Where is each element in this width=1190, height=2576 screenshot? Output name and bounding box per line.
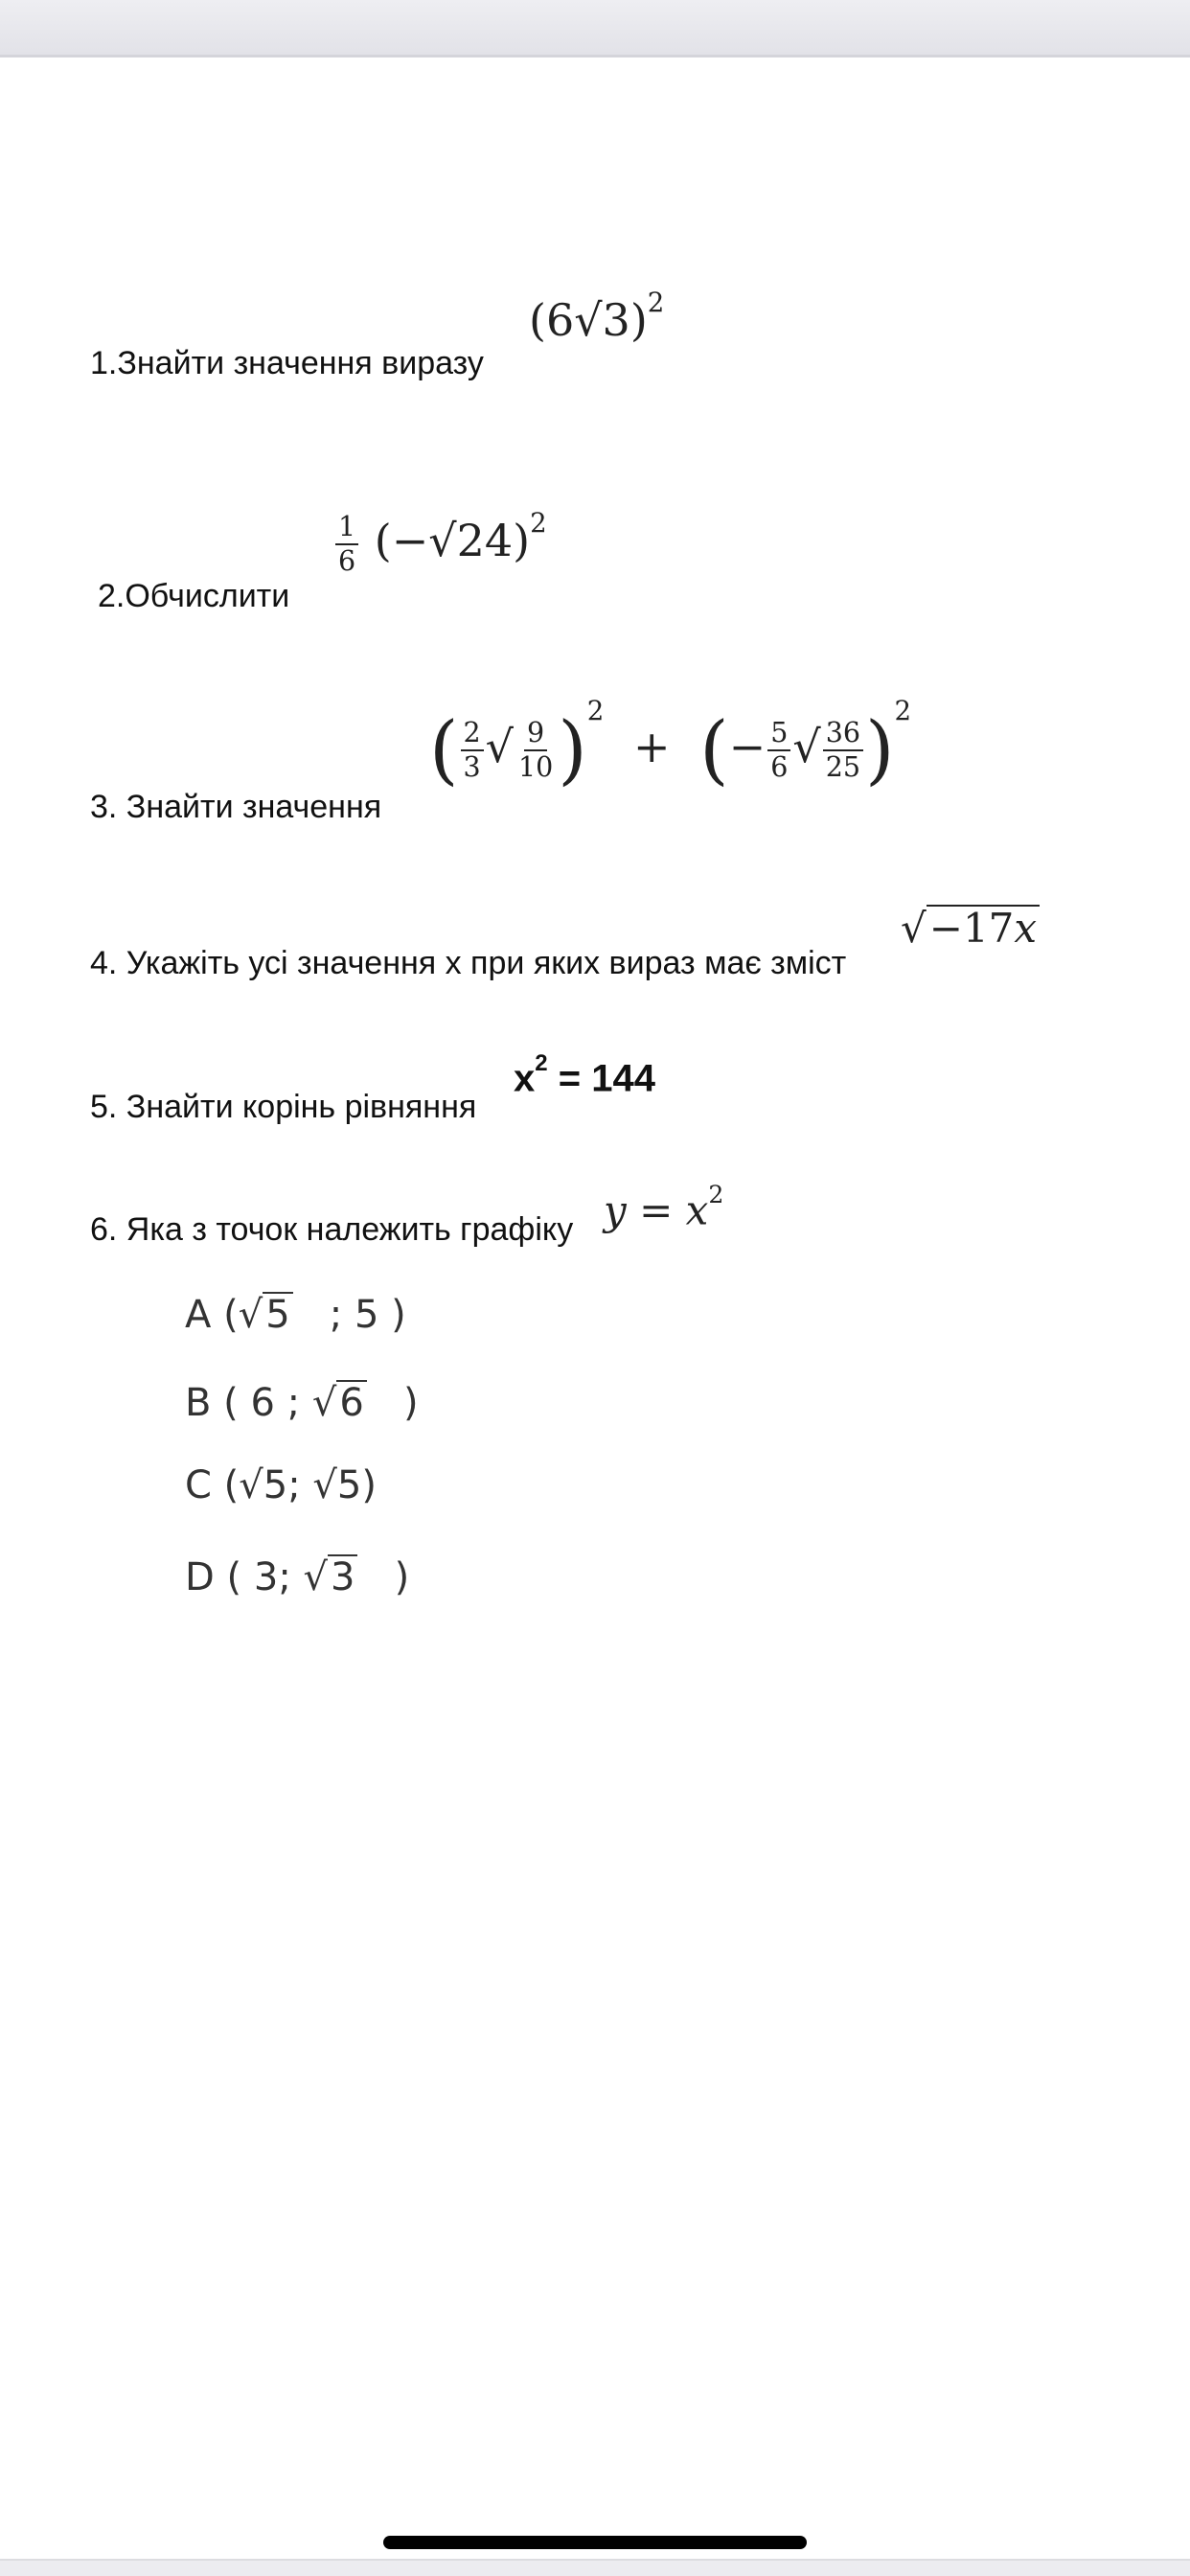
option-b-close: ) — [366, 1381, 419, 1425]
option-d — [185, 1554, 409, 1597]
option-b-first: 6 — [250, 1381, 275, 1425]
question-4-expression — [901, 905, 1040, 952]
q1-radical-sign: √ — [574, 293, 603, 346]
option-d-letter: D — [185, 1555, 215, 1599]
option-c-radical-2: √ — [312, 1463, 337, 1507]
q3-term1-fraction — [461, 719, 484, 782]
option-d-radical: √ — [303, 1555, 329, 1599]
option-c-radicand-2: 5 — [336, 1463, 362, 1507]
q1-prefix: (6 — [529, 293, 575, 346]
option-b-radicand: 6 — [336, 1380, 366, 1422]
q3-term1-radical: √ — [485, 721, 514, 773]
q4-radical-sign: √ — [901, 905, 927, 952]
option-c-open: ( — [211, 1463, 240, 1507]
question-3-label: 3. Знайти значення — [90, 789, 382, 825]
q6-lhs: y — [604, 1186, 627, 1234]
option-a-letter: A — [185, 1293, 212, 1337]
option-d-sep: ; — [278, 1555, 304, 1599]
q6-base: x — [685, 1186, 709, 1234]
q6-eq: = — [626, 1186, 686, 1234]
q2-power: 2 — [530, 507, 547, 539]
option-b-open: ( — [211, 1381, 251, 1425]
question-2-label: 2.Обчислити — [98, 578, 290, 614]
q3-term2-rad-den: 25 — [825, 751, 860, 784]
question-1-expression — [529, 287, 665, 346]
q3-term1-num: 2 — [461, 719, 484, 751]
q2-open: (− — [374, 514, 429, 566]
q3-term1-den: 3 — [463, 751, 481, 784]
q3-term1-close: ) — [558, 706, 587, 794]
q2-numerator: 1 — [335, 513, 358, 545]
q3-term1-rad-den: 10 — [517, 751, 554, 784]
option-c-radical-1: √ — [239, 1463, 263, 1507]
option-a-close: ) — [378, 1293, 406, 1337]
q3-term1-open: ( — [429, 706, 459, 794]
q3-operator: + — [632, 721, 671, 773]
q2-denominator: 6 — [338, 544, 356, 577]
option-b-radical: √ — [311, 1381, 337, 1425]
option-a-second: 5 — [355, 1293, 379, 1337]
q3-term1-power: 2 — [586, 695, 605, 726]
q6-power: 2 — [708, 1181, 724, 1208]
q3-term2-power: 2 — [894, 695, 912, 726]
q3-term2-close: ) — [864, 706, 895, 794]
q4-radicand-var: x — [1014, 905, 1038, 952]
option-a-open: ( — [211, 1293, 239, 1337]
option-a-sep: ; — [292, 1293, 355, 1337]
q3-term2-rad-num: 36 — [823, 719, 863, 751]
option-b-letter: B — [185, 1381, 212, 1425]
q2-fraction — [335, 510, 358, 577]
question-6-expression — [604, 1181, 724, 1234]
question-6-label: 6. Яка з точок належить графіку — [90, 1211, 574, 1248]
option-c-radicand-1: 5 — [263, 1463, 288, 1507]
q3-term2-radical: √ — [792, 721, 821, 773]
option-d-close: ) — [357, 1555, 410, 1599]
q1-radicand: 3 — [602, 293, 630, 346]
q1-suffix: ) — [629, 293, 648, 346]
question-4-label: 4. Укажіть усі значення х при яких вираз має зміст — [90, 945, 847, 981]
option-d-open: ( — [214, 1555, 254, 1599]
top-bar — [0, 0, 1190, 58]
question-1-label: 1.Знайти значення виразу — [90, 345, 484, 381]
q3-term2-radicand — [823, 719, 863, 782]
option-a — [185, 1292, 406, 1337]
q4-radicand — [927, 905, 1040, 952]
option-c-close: ) — [361, 1463, 377, 1507]
option-a-radical: √ — [238, 1293, 263, 1337]
option-c — [185, 1463, 377, 1507]
q3-term2-open: ( — [699, 706, 729, 794]
q1-power: 2 — [647, 287, 665, 318]
option-c-sep: ; — [287, 1463, 313, 1507]
option-b — [185, 1380, 419, 1425]
option-d-radicand: 3 — [328, 1554, 357, 1597]
q3-term2-num: 5 — [767, 719, 790, 751]
option-d-first: 3 — [253, 1555, 279, 1599]
q5-power: 2 — [535, 1050, 548, 1076]
q2-close: ) — [513, 514, 531, 566]
option-c-letter: C — [185, 1463, 212, 1507]
option-b-sep: ; — [274, 1381, 312, 1425]
question-2-expression — [333, 507, 547, 577]
q3-term1-radicand — [515, 719, 556, 782]
home-indicator[interactable] — [383, 2536, 807, 2549]
question-3-expression — [429, 695, 912, 794]
q3-term1-rad-num: 9 — [524, 719, 547, 751]
q2-radicand: 24 — [456, 514, 514, 566]
q5-base: x — [514, 1057, 536, 1100]
question-5-label: 5. Знайти корінь рівняння — [90, 1089, 477, 1125]
q3-term2-sign: − — [728, 721, 767, 773]
q3-term2-fraction — [767, 719, 790, 782]
bottom-bar — [0, 2559, 1190, 2576]
question-5-equation — [514, 1052, 655, 1098]
q2-radical-sign: √ — [428, 514, 457, 566]
q4-radicand-number: −17 — [928, 905, 1015, 952]
q3-term2-den: 6 — [770, 751, 789, 784]
q5-rest: = 144 — [547, 1057, 655, 1100]
option-a-radicand: 5 — [263, 1292, 292, 1334]
